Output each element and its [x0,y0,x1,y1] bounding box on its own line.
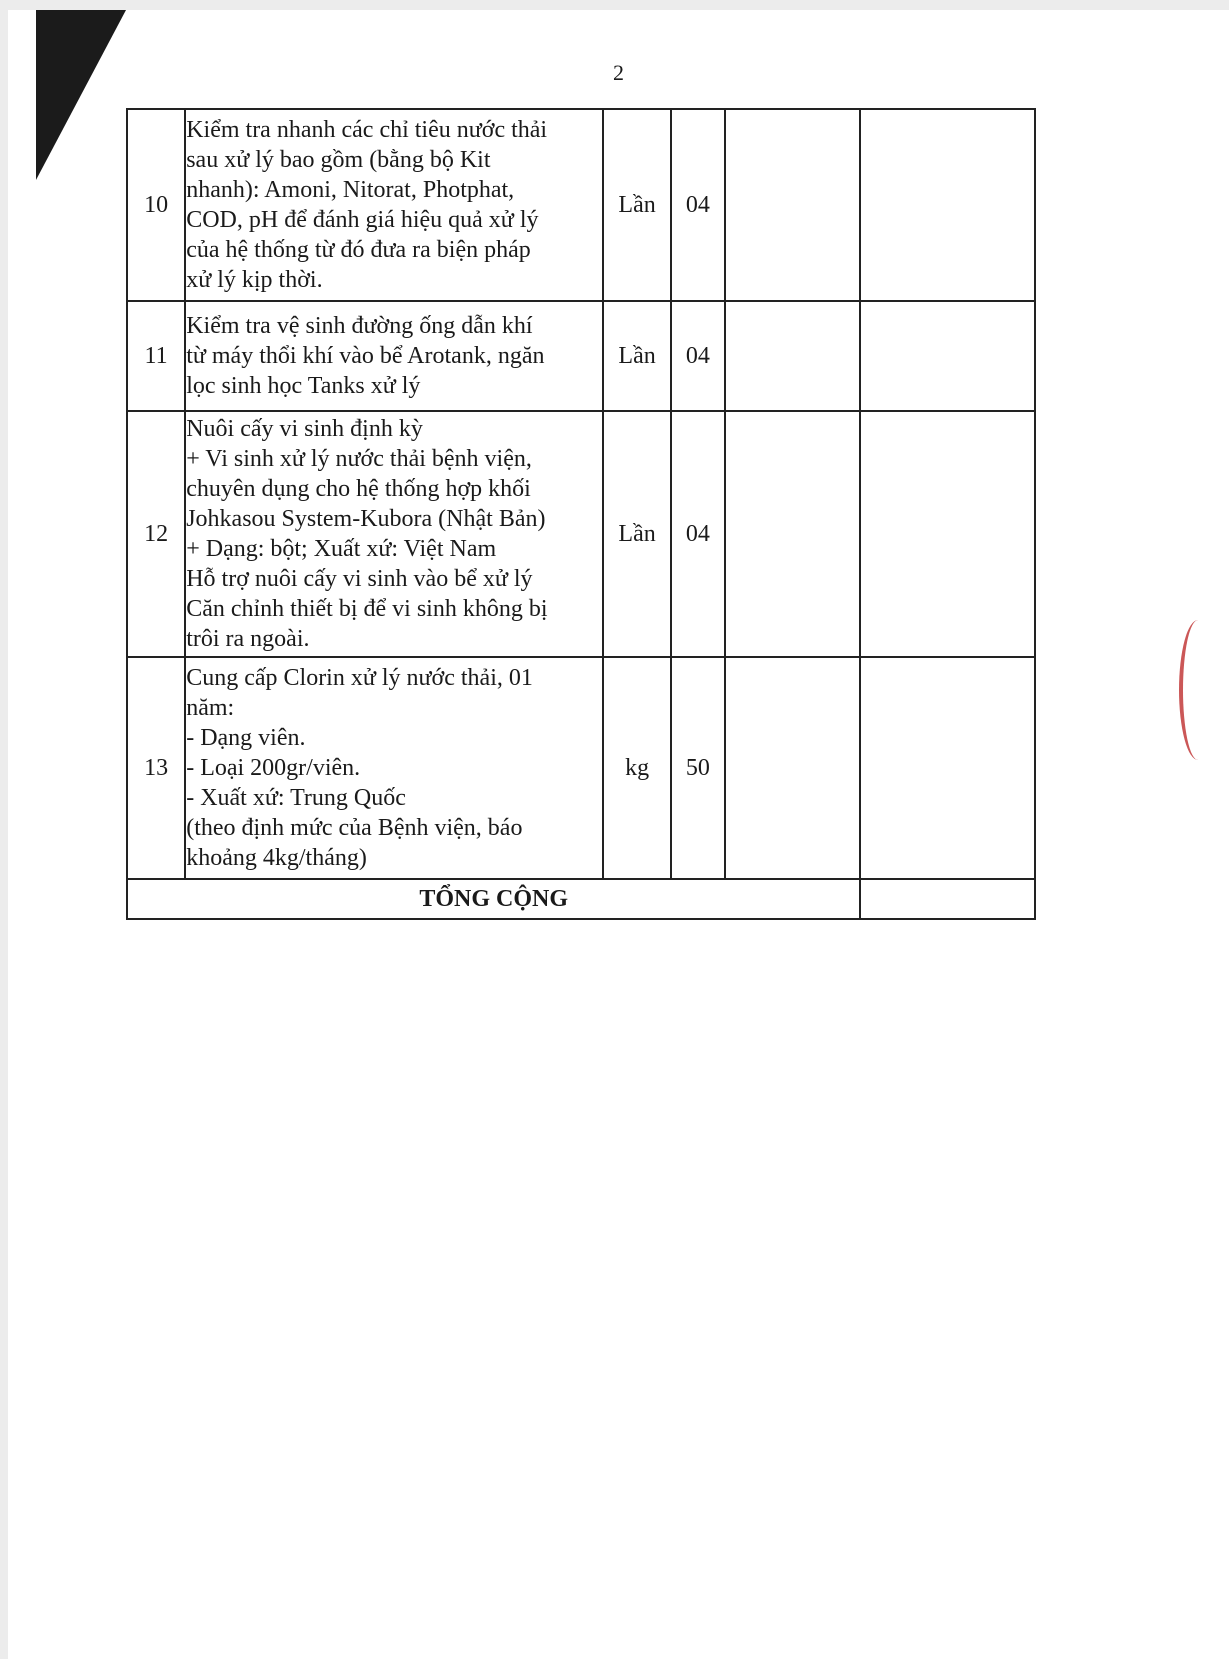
table-row [127,109,1035,301]
row-quantity: 04 [671,109,725,301]
scan-corner-shadow [36,10,126,180]
description-line: sau xử lý bao gồm (bằng bộ Kit [186,147,491,173]
row-unit: kg [603,657,671,879]
description-line: COD, pH để đánh giá hiệu quả xử lý [186,207,539,233]
page-number: 2 [613,60,624,85]
row-description [185,301,603,411]
row-stt: 13 [127,657,185,879]
total-row [127,879,1035,919]
description-line: + Vi sinh xử lý nước thải bệnh viện, [186,446,532,472]
row-description [185,109,603,301]
description-line: Hỗ trợ nuôi cấy vi sinh vào bể xử lý [186,566,533,592]
table-row [127,411,1035,657]
row-stt: 10 [127,109,185,301]
description-line: khoảng 4kg/tháng) [186,845,367,871]
description-line: - Dạng viên. [186,725,306,751]
description-line: của hệ thống từ đó đưa ra biện pháp [186,237,531,263]
row-quantity: 04 [671,301,725,411]
description-line: Cung cấp Clorin xử lý nước thải, 01 [186,665,533,691]
row-amount [860,109,1035,301]
description-line: - Xuất xứ: Trung Quốc [186,785,406,811]
description-line: - Loại 200gr/viên. [186,755,361,781]
row-description [185,411,603,657]
row-description [185,657,603,879]
table-row [127,301,1035,411]
description-line: + Dạng: bột; Xuất xứ: Việt Nam [186,536,497,562]
description-line: Johkasou System-Kubora (Nhật Bản) [186,506,546,532]
description-line: lọc sinh học Tanks xử lý [186,373,421,399]
row-unit-price [725,657,860,879]
description-line: (theo định mức của Bệnh viện, báo [186,815,523,841]
description-line: năm: [186,695,235,721]
row-amount [860,411,1035,657]
table-row [127,657,1035,879]
row-amount [860,301,1035,411]
row-amount [860,657,1035,879]
description-line: xử lý kịp thời. [186,267,323,293]
description-line: nhanh): Amoni, Nitorat, Photphat, [186,177,515,203]
row-stt: 11 [127,301,185,411]
red-seal-edge [1179,620,1217,760]
description-line: trôi ra ngoài. [186,626,310,652]
row-quantity: 50 [671,657,725,879]
row-unit-price [725,109,860,301]
row-unit: Lần [603,301,671,411]
row-unit-price [725,301,860,411]
description-line: từ máy thổi khí vào bể Arotank, ngăn [186,343,545,369]
row-unit-price [725,411,860,657]
description-line: Kiểm tra vệ sinh đường ống dẫn khí [186,313,533,339]
row-stt: 12 [127,411,185,657]
document-page [8,10,1229,1659]
description-line: Căn chỉnh thiết bị để vi sinh không bị [186,596,548,622]
description-line: Nuôi cấy vi sinh định kỳ [186,416,423,442]
description-line: chuyên dụng cho hệ thống hợp khối [186,476,531,502]
items-table [126,108,1036,920]
row-unit: Lần [603,109,671,301]
total-amount [860,879,1035,919]
row-quantity: 04 [671,411,725,657]
row-unit: Lần [603,411,671,657]
total-label: TỔNG CỘNG [127,879,860,919]
description-line: Kiểm tra nhanh các chỉ tiêu nước thải [186,117,548,143]
